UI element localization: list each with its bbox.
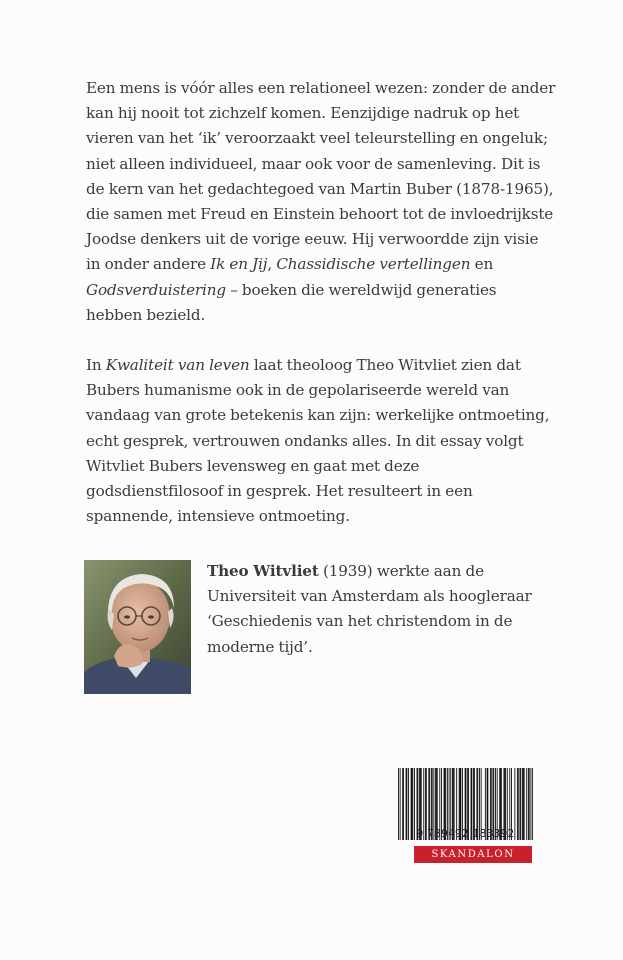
separator: , — [267, 255, 277, 274]
author-name: Theo Witvliet — [207, 562, 319, 580]
blurb-text: Een mens is vóór alles een relationeel wezen: zonder de ander kan hij nooit tot zichzelf komen. Eenzijdige nadruk op het vieren van het ‘ik’ veroorzaakt veel teleurstelling en ongeluk; niet alleen individueel, maar ook voor de samenleving. Dit is de kern van het gedachtegoed van Martin Buber (1878-1965), die samen met Freud en Einstein behoort tot de invloedrijkste Joodse denkers uit de vorige eeuw. Hij verwoordde zijn visie in onder andere — [86, 79, 556, 274]
blurb-paragraph-1 — [86, 76, 556, 328]
author-bio-text: (1939) werkte aan de Universiteit van Amsterdam als hoogleraar ‘Geschiedenis van het christendom in de moderne tijd’. — [207, 562, 532, 656]
author-bio — [207, 559, 547, 660]
separator: en — [470, 255, 494, 274]
blurb-text: – boeken die wereldwijd generaties hebben bezield. — [86, 280, 497, 324]
blurb-text: In — [86, 356, 106, 374]
isbn-number: 9 789492 183392 — [416, 828, 515, 840]
book-title-kwaliteit-van-leven: Kwaliteit van leven — [105, 356, 250, 374]
book-title-chassidische-vertellingen: Chassidische vertellingen — [276, 255, 471, 274]
blurb-text: laat theoloog Theo Witvliet zien dat Bubers humanisme ook in de gepolariseerde wereld van vandaag van grote betekenis kan zijn: werkelijke ontmoeting, echt gesprek, vertrouwen ondanks alles. In dit essay volgt Witvliet Bubers levensweg en gaat met deze godsdienstfilosoof in gesprek. Het resulteert in een spannende, intensieve ontmoeting. — [86, 356, 550, 526]
author-photo — [84, 560, 191, 694]
book-title-ik-en-jij: Ik en Jij — [210, 255, 268, 274]
book-title-godsverduistering: Godsverduistering — [86, 280, 226, 299]
publisher-logo: SKANDALON — [414, 846, 532, 863]
blurb-paragraph-2 — [86, 353, 556, 529]
